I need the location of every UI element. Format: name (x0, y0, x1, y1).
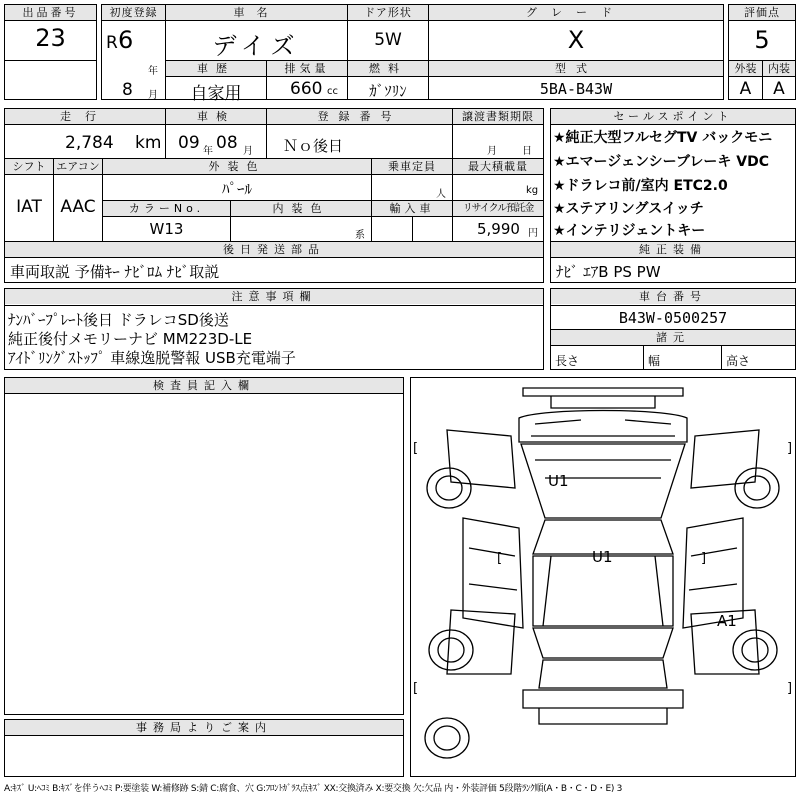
right-front-wheel (735, 468, 779, 508)
spare-wheel (425, 718, 469, 758)
reg-number-label: 登録番号 (267, 109, 452, 124)
fuel-label: 燃料 (348, 61, 428, 76)
sales-item-3: ★ドラレコ前/室内 ETC2.0 (553, 178, 728, 194)
rear-glass (533, 628, 673, 658)
bracket-left-1: [ (413, 441, 419, 456)
year-unit: 年 (148, 66, 158, 77)
note-line-3: ｱｲﾄﾞﾘﾝｸﾞｽﾄｯﾌﾟ 車線逸脱警報 USB充電端子 (8, 349, 296, 367)
dims-label: 諸元 (551, 330, 795, 345)
bracket-right-3: ] (787, 681, 793, 696)
sales-item-5: ★インテリジェントキー (553, 223, 706, 239)
exterior-grade: A (739, 79, 752, 99)
transfer-day-unit: 日 (522, 146, 532, 157)
model-label: 型式 (429, 61, 723, 76)
mileage-label: 走行 (5, 109, 165, 124)
equip: ﾅﾋﾞ ｴｱB PS PW (556, 263, 661, 281)
mileage-unit: km (135, 133, 162, 153)
displacement-label: 排気量 (267, 61, 347, 76)
bracket-left-2: [ (497, 551, 503, 566)
import-label: 輸入車 (372, 201, 452, 216)
chassis-label: 車台番号 (551, 289, 795, 304)
chassis-number: B43W-0500257 (618, 309, 728, 327)
transfer-month-unit: 月 (487, 146, 497, 157)
color-no-label: カラーNo. (103, 201, 230, 216)
reg-year: 6 (118, 26, 134, 54)
shift: IAT (16, 197, 42, 217)
ext-color: ﾊﾟｰﾙ (221, 180, 252, 198)
legend: A:ｷｽﾞ U:ﾍｺﾐ B:ｷｽﾞを伴うﾍｺﾐ P:要塗装 W:補修跡 S:錆 C:腐食、穴 G:ﾌﾛﾝﾄｶﾞﾗｽ点ｷｽﾞ XX:交換済み X:要交換 欠:欠品 内・外装評価 5段階ﾗﾝｸ順(A・B・C・D・E) 3 (4, 784, 623, 794)
aircon: AAC (60, 197, 96, 217)
car-diagram-svg (411, 378, 795, 776)
grade: X (567, 26, 585, 54)
left-rear-wheel (429, 630, 473, 670)
interior-label: 内装 (763, 61, 795, 76)
insp-year: 09 (178, 133, 200, 153)
month-unit: 月 (148, 90, 158, 101)
left-front-wheel (427, 468, 471, 508)
width-label: 幅 (648, 354, 661, 368)
model-code: 5BA-B43W (539, 80, 613, 98)
int-color-label: 内装色 (231, 201, 371, 216)
later-parts-label: 後日発送部品 (5, 242, 543, 257)
capacity-label: 乗車定員 (372, 159, 452, 174)
front-bumper-top (523, 388, 683, 396)
aircon-label: エアコン (54, 159, 102, 174)
sales-label: セールスポイント (551, 109, 795, 124)
history-label: 車歴 (166, 61, 266, 76)
color-no: W13 (149, 220, 184, 238)
hood (521, 444, 685, 518)
grade-label: グレード (429, 5, 723, 20)
lot-label: 出品番号 (5, 5, 96, 20)
rear-bumper (523, 690, 683, 708)
right-rear-wheel (733, 630, 777, 670)
sales-item-4: ★ステアリングスイッチ (553, 201, 704, 217)
exterior-label: 外装 (729, 61, 762, 76)
mileage: 2,784 (65, 133, 114, 153)
reg-month: 8 (122, 80, 133, 100)
note-line-1: ﾅﾝﾊﾞｰﾌﾟﾚｰﾄ後日 ドラレコSD後送 (8, 311, 229, 329)
displacement: 660 (290, 79, 323, 99)
reg-number: Ｎｏ後日 (283, 137, 344, 155)
notes-label: 注意事項欄 (5, 289, 543, 304)
inspection-label: 車検 (166, 109, 266, 124)
inspector-box (4, 377, 404, 715)
length-label: 長さ (555, 354, 580, 368)
office-label: 事務局よりご案内 (5, 720, 403, 735)
bracket-right-1: ] (787, 441, 793, 456)
insp-month: 08 (216, 133, 238, 153)
int-color-unit: 系 (355, 230, 365, 241)
recycle-label: リサイクル預託金 (453, 201, 543, 216)
bracket-left-3: [ (413, 681, 419, 696)
fuel: ｶﾞｿﾘﾝ (369, 82, 407, 100)
lot-number: 23 (35, 24, 66, 52)
history: 自家用 (190, 84, 242, 104)
interior-grade: A (773, 79, 785, 99)
door-label: ドア形状 (348, 5, 428, 20)
car-name-label: 車名 (166, 5, 347, 20)
era: R (106, 33, 118, 53)
max-load-unit: kg (526, 185, 539, 196)
recycle-fee: 5,990 (477, 220, 520, 238)
roof (533, 556, 673, 626)
door-type: 5W (374, 30, 402, 50)
bracket-right-2: ] (701, 551, 707, 566)
note-line-2: 純正後付メモリーナビ MM223D-LE (8, 330, 253, 348)
ext-color-label: 外装色 (103, 159, 371, 174)
mark-hood: U1 (548, 472, 569, 490)
sales-item-2: ★エマージェンシーブレーキ VDC (553, 154, 769, 170)
car-name: デイズ (212, 32, 301, 60)
equip-label: 純正装備 (551, 242, 795, 257)
insp-month-unit: 月 (243, 146, 253, 157)
inspector-label: 検査員記入欄 (5, 378, 403, 393)
hood-front (519, 411, 687, 443)
car-diagram (410, 377, 796, 777)
left-rear-fender (447, 610, 515, 674)
recycle-unit: 円 (528, 228, 538, 239)
later-parts: 車両取説 予備ｷｰ ﾅﾋﾞﾛﾑ ﾅﾋﾞ取説 (10, 263, 220, 281)
first-reg-label: 初度登録 (102, 5, 165, 20)
sales-item-1: ★純正大型フルセグTV バックモニ (553, 130, 773, 146)
mark-right-rear: A1 (717, 612, 737, 630)
shift-label: シフト (5, 159, 53, 174)
tailgate (539, 660, 667, 688)
score-label: 評価点 (729, 5, 795, 20)
displacement-unit: cc (327, 86, 338, 97)
max-load-label: 最大積載量 (453, 159, 543, 174)
height-label: 高さ (726, 354, 751, 368)
mark-roof: U1 (592, 548, 613, 566)
transfer-doc-label: 譲渡書類期限 (453, 109, 543, 124)
capacity-unit: 人 (436, 189, 446, 200)
insp-year-unit: 年 (203, 146, 213, 157)
score: 5 (754, 26, 770, 54)
